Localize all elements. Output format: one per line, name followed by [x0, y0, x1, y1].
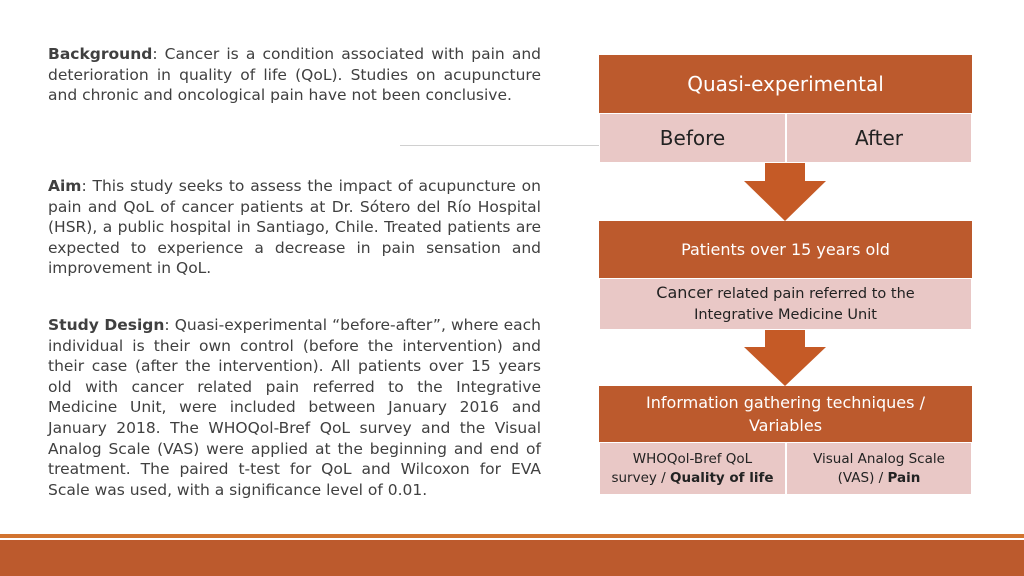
- footer-bar: [0, 540, 1024, 576]
- down-arrow-icon: [744, 330, 826, 386]
- aim-paragraph: [48, 176, 541, 279]
- pain-label: Pain: [887, 469, 921, 486]
- quasi-experimental-header: Quasi-experimental: [599, 55, 972, 113]
- study-design-heading: Study Design: [48, 316, 165, 334]
- cancer-pain-cell: [599, 278, 972, 330]
- cancer-rest-text: related pain referred to the: [712, 286, 915, 302]
- down-arrow-icon: [744, 163, 826, 221]
- quality-of-life-label: Quality of life: [670, 469, 774, 486]
- whoqol-cell: [599, 442, 786, 495]
- aim-text: : This study seeks to assess the impact of acupuncture on pain and QoL of cancer patients at Dr. Sótero del Río Hospital (HSR), a public hospital in Santiago, Chile. Treated patients are expected to experience a decrease in pain sensation and improvement in QoL.: [48, 177, 541, 278]
- study-design-paragraph: [48, 315, 541, 500]
- footer-thin-bar: [0, 534, 1024, 538]
- aim-heading: Aim: [48, 177, 82, 195]
- patients-header: Patients over 15 years old: [599, 221, 972, 278]
- whoqol-text: WHOQol-Bref QoL survey /: [611, 450, 753, 486]
- information-gathering-header: Information gathering techniques / Variables: [599, 386, 972, 442]
- divider-line: [400, 145, 600, 146]
- cancer-word: Cancer: [656, 283, 713, 302]
- study-design-text: : Quasi-experimental “before-after”, where each individual is their own control (before the intervention) and their case (after the intervention). All patients over 15 years old with cancer related pain referred to the Integrative Medicine Unit, were included between January 2016 and January 2018. The WHOQol-Bref QoL survey and the Visual Analog Scale (VAS) were applied at the beginning and end of treatment. The paired t-test for QoL and Wilcoxon for EVA Scale was used, with a significance level of 0.01.: [48, 316, 542, 499]
- background-heading: Background: [48, 45, 153, 63]
- background-text: : Cancer is a condition associated with pain and deterioration in quality of life (QoL). Studies on acupuncture and chronic and oncological pain have not been conclusive.: [48, 45, 541, 105]
- cancer-line2-text: Integrative Medicine Unit: [694, 307, 877, 323]
- vas-cell: [786, 442, 972, 495]
- background-paragraph: [48, 44, 541, 106]
- after-cell: After: [786, 113, 972, 163]
- before-cell: Before: [599, 113, 786, 163]
- vas-text: Visual Analog Scale (VAS) /: [813, 450, 945, 486]
